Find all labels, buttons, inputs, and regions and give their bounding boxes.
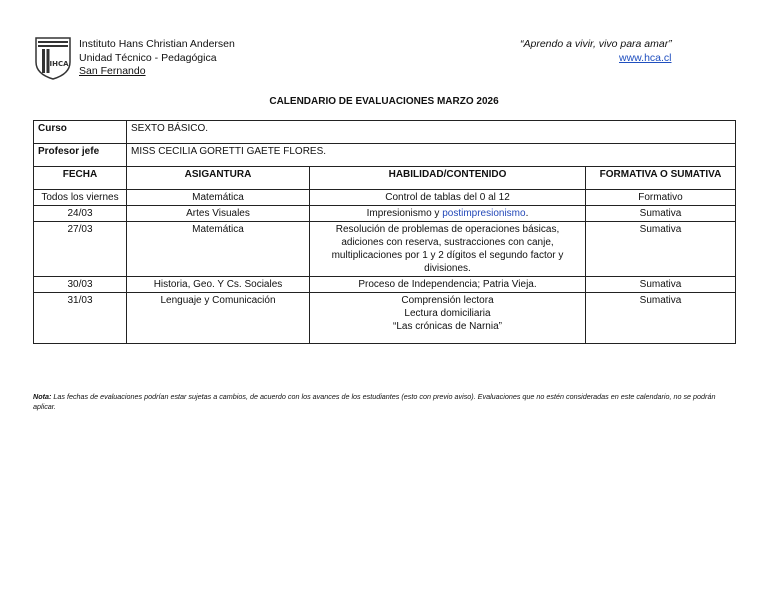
row-date: 30/03 xyxy=(34,277,127,293)
teacher-row xyxy=(34,144,736,167)
institute-info xyxy=(79,38,235,79)
note-text: Las fechas de evaluaciones podrían estar sujetas a cambios, de acuerdo con los avances de los estudiantes (esto con previo aviso). Evaluaciones que no estén consideradas en este calendario, no se podrán aplicar. xyxy=(33,392,716,411)
col-header-content: HABILIDAD/CONTENIDO xyxy=(310,167,586,190)
row-content: Proceso de Independencia; Patria Vieja. xyxy=(310,277,586,293)
row-type: Sumativa xyxy=(586,206,736,222)
logo-letters: IHCA xyxy=(49,60,69,68)
evaluation-calendar-table xyxy=(33,120,736,344)
col-header-type: FORMATIVA O SUMATIVA xyxy=(586,167,736,190)
row-content xyxy=(310,206,586,222)
table-row xyxy=(34,222,736,277)
footnote xyxy=(33,392,739,412)
row-type: Sumativa xyxy=(586,277,736,293)
row-content: Control de tablas del 0 al 12 xyxy=(310,190,586,206)
row-date: 27/03 xyxy=(34,222,127,277)
row-content xyxy=(310,293,586,344)
col-header-subject: ASIGANTURA xyxy=(127,167,310,190)
table-row xyxy=(34,190,736,206)
school-motto: “Aprendo a vivir, vivo para amar” xyxy=(520,38,672,50)
row-content-line: Lectura domiciliaria xyxy=(404,308,491,319)
row-content-line: Comprensión lectora xyxy=(401,295,494,306)
institute-name: Instituto Hans Christian Andersen xyxy=(79,38,235,50)
website-link[interactable]: www.hca.cl xyxy=(619,52,672,64)
row-content: Resolución de problemas de operaciones básicas, adiciones con reserva, sustracciones con canje, multiplicaciones por 1 y 2 dígitos el segundo factor y divisiones. xyxy=(310,222,586,277)
row-content-highlight: postimpresionismo xyxy=(442,208,526,219)
row-type: Sumativa xyxy=(586,293,736,344)
teacher-value: MISS CECILIA GORETTI GAETE FLORES. xyxy=(127,144,736,167)
note-label: Nota: xyxy=(33,392,52,401)
row-subject: Matemática xyxy=(127,190,310,206)
row-type: Formativo xyxy=(586,190,736,206)
row-date: 31/03 xyxy=(34,293,127,344)
course-value: SEXTO BÁSICO. xyxy=(127,121,736,144)
row-content-line: “Las crónicas de Narnia” xyxy=(393,321,502,332)
row-subject: Matemática xyxy=(127,222,310,277)
table-row xyxy=(34,277,736,293)
teacher-label: Profesor jefe xyxy=(34,144,127,167)
table-header xyxy=(34,167,736,190)
row-type: Sumativa xyxy=(586,222,736,277)
institute-unit: Unidad Técnico - Pedagógica xyxy=(79,51,217,64)
row-subject: Lenguaje y Comunicación xyxy=(127,293,310,344)
row-content-part: . xyxy=(525,208,529,219)
institute-city: San Fernando xyxy=(79,65,146,77)
row-content-part: Impresionismo y xyxy=(366,208,443,219)
course-row xyxy=(34,121,736,144)
page-title: CALENDARIO DE EVALUACIONES MARZO 2026 xyxy=(269,96,499,107)
table-row xyxy=(34,206,736,222)
row-date: Todos los viernes xyxy=(34,190,127,206)
row-date: 24/03 xyxy=(34,206,127,222)
school-logo xyxy=(34,36,72,80)
row-subject: Artes Visuales xyxy=(127,206,310,222)
row-subject: Historia, Geo. Y Cs. Sociales xyxy=(127,277,310,293)
col-header-date: FECHA xyxy=(34,167,127,190)
table-row xyxy=(34,293,736,344)
course-label: Curso xyxy=(34,121,127,144)
